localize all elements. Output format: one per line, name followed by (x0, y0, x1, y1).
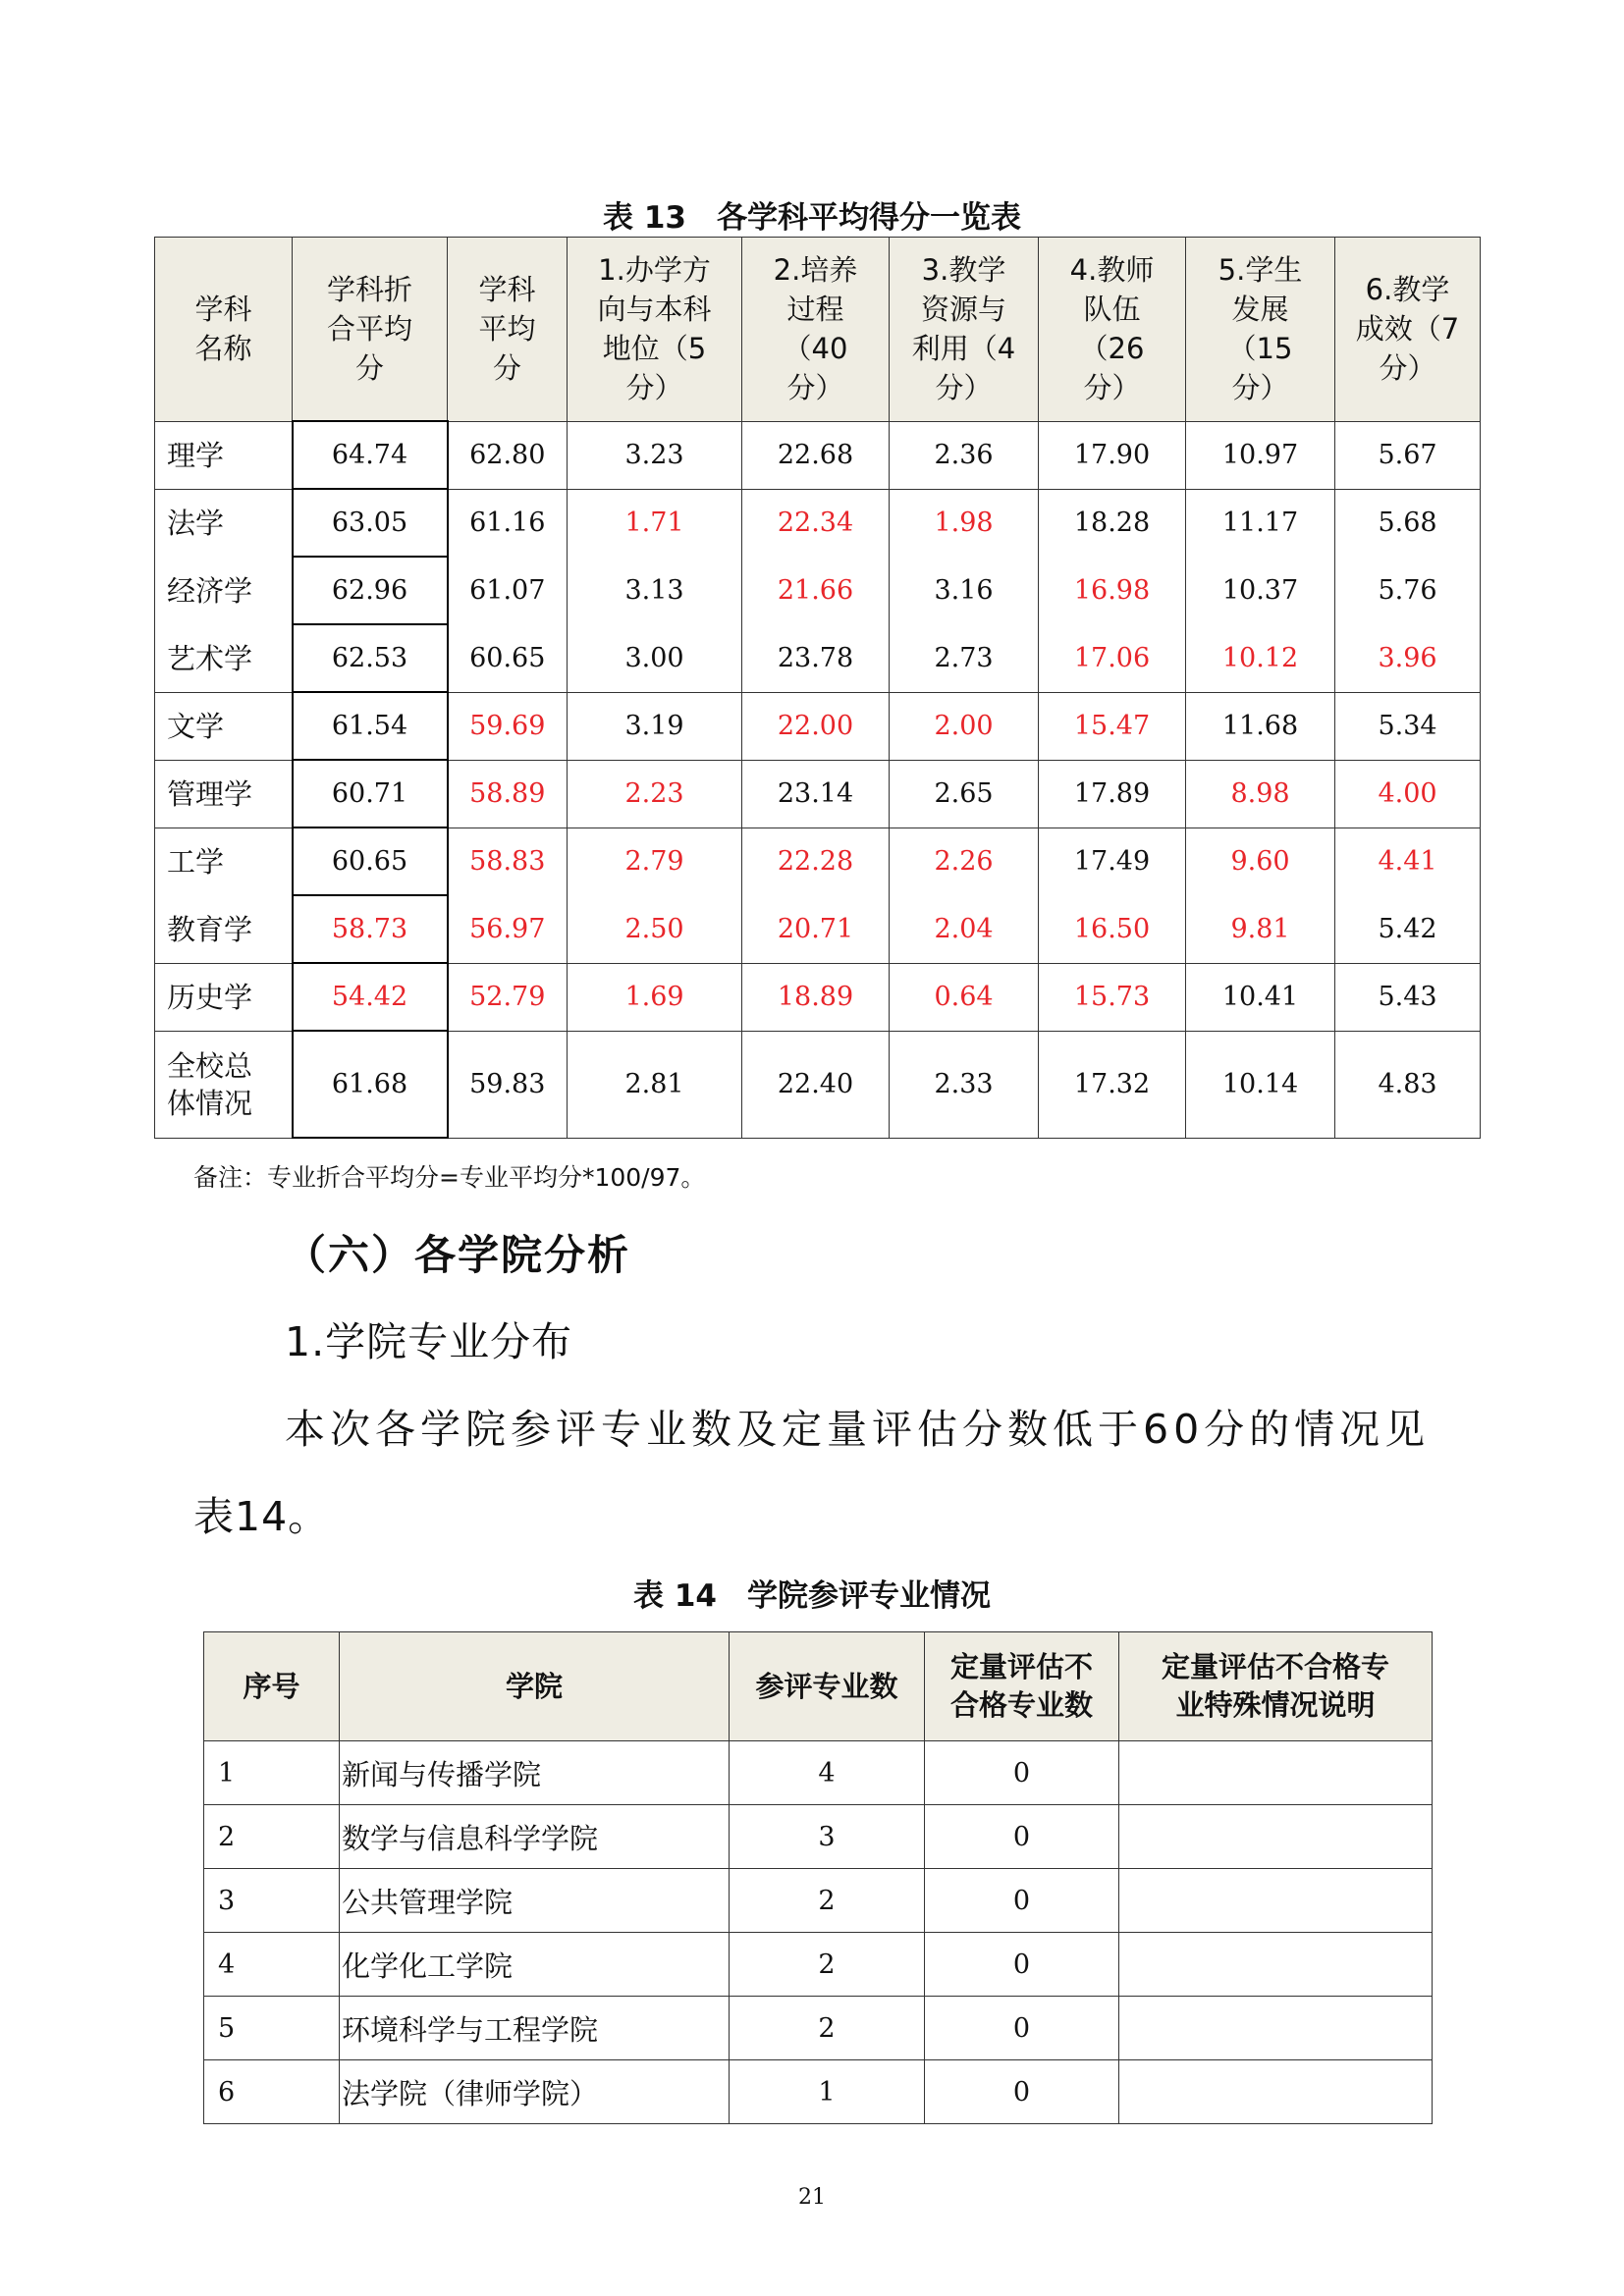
table-row (155, 421, 1481, 489)
table14-cell: 2 (204, 1805, 340, 1869)
score-cell: 10.37 (1186, 557, 1335, 624)
table14-cell: 2 (730, 1869, 925, 1933)
score-cell: 16.50 (1039, 895, 1186, 963)
score-cell: 62.80 (448, 421, 568, 489)
score-cell: 5.67 (1335, 421, 1481, 489)
score-cell: 2.23 (568, 760, 742, 828)
score-cell: 2.73 (890, 624, 1039, 692)
table13-header-7: 5.学生 发展 （15 分） (1186, 238, 1335, 422)
score-cell: 8.98 (1186, 760, 1335, 828)
score-cell: 61.07 (448, 557, 568, 624)
score-cell: 58.89 (448, 760, 568, 828)
score-cell: 61.54 (293, 692, 448, 760)
table14-cell (1119, 1997, 1433, 2060)
score-cell: 62.96 (293, 557, 448, 624)
subject-name: 经济学 (155, 557, 293, 624)
table14-cell: 2 (730, 1997, 925, 2060)
table14-cell: 0 (925, 1997, 1119, 2060)
table14-cell: 法学院（律师学院） (340, 2060, 730, 2124)
table-row (155, 828, 1481, 895)
score-cell: 1.98 (890, 489, 1039, 557)
score-cell: 2.04 (890, 895, 1039, 963)
table13-header-2: 学科 平均 分 (448, 238, 568, 422)
score-cell: 10.14 (1186, 1031, 1335, 1138)
score-cell: 2.65 (890, 760, 1039, 828)
score-cell: 10.41 (1186, 963, 1335, 1031)
score-cell: 3.16 (890, 557, 1039, 624)
table14-cell: 环境科学与工程学院 (340, 1997, 730, 2060)
table-row (155, 557, 1481, 624)
section-heading: （六）各学院分析 (285, 1231, 631, 1279)
table-row (204, 1933, 1433, 1997)
table13-header-5: 3.教学 资源与 利用（4 分） (890, 238, 1039, 422)
score-cell: 11.68 (1186, 692, 1335, 760)
score-cell: 2.26 (890, 828, 1039, 895)
score-cell: 22.68 (742, 421, 890, 489)
page-number: 21 (798, 2185, 826, 2210)
score-cell: 15.73 (1039, 963, 1186, 1031)
table-row (204, 1805, 1433, 1869)
table-row (204, 2060, 1433, 2124)
table14-cell: 1 (730, 2060, 925, 2124)
table-row (155, 1031, 1481, 1138)
score-cell: 3.00 (568, 624, 742, 692)
score-cell: 9.81 (1186, 895, 1335, 963)
table13-header-1: 学科折 合平均 分 (293, 238, 448, 422)
score-cell: 0.64 (890, 963, 1039, 1031)
score-cell: 58.73 (293, 895, 448, 963)
table-row (155, 895, 1481, 963)
table14-cell: 0 (925, 1741, 1119, 1805)
table14-cell: 1 (204, 1741, 340, 1805)
table13-header-6: 4.教师 队伍 （26 分） (1039, 238, 1186, 422)
score-cell: 5.42 (1335, 895, 1481, 963)
score-cell: 61.16 (448, 489, 568, 557)
table14-cell (1119, 1805, 1433, 1869)
table13-caption: 表 13 各学科平均得分一览表 (603, 200, 1021, 236)
table13-header-3: 1.办学方 向与本科 地位（5 分） (568, 238, 742, 422)
score-cell: 5.76 (1335, 557, 1481, 624)
table14-header-3: 定量评估不 合格专业数 (925, 1632, 1119, 1741)
score-cell: 61.68 (293, 1031, 448, 1138)
score-cell: 2.33 (890, 1031, 1039, 1138)
subject-name: 管理学 (155, 760, 293, 828)
score-cell: 60.65 (293, 828, 448, 895)
table14-header-0: 序号 (204, 1632, 340, 1741)
subject-name: 全校总 体情况 (155, 1031, 293, 1138)
score-cell: 59.83 (448, 1031, 568, 1138)
table-row (155, 489, 1481, 557)
table14-cell (1119, 1741, 1433, 1805)
table14-cell: 5 (204, 1997, 340, 2060)
table14-cell: 3 (204, 1869, 340, 1933)
score-cell: 23.78 (742, 624, 890, 692)
table14-header-4: 定量评估不合格专 业特殊情况说明 (1119, 1632, 1433, 1741)
table14-cell (1119, 1869, 1433, 1933)
table14-header-2: 参评专业数 (730, 1632, 925, 1741)
table14-cell: 0 (925, 1805, 1119, 1869)
score-cell: 52.79 (448, 963, 568, 1031)
table-row (155, 692, 1481, 760)
score-cell: 56.97 (448, 895, 568, 963)
score-cell: 4.41 (1335, 828, 1481, 895)
table14-cell: 3 (730, 1805, 925, 1869)
score-cell: 9.60 (1186, 828, 1335, 895)
score-cell: 22.00 (742, 692, 890, 760)
score-cell: 16.98 (1039, 557, 1186, 624)
score-cell: 2.79 (568, 828, 742, 895)
table14-cell: 化学化工学院 (340, 1933, 730, 1997)
table13-note: 备注：专业折合平均分=专业平均分*100/97。 (193, 1163, 706, 1192)
table-row (204, 1741, 1433, 1805)
score-cell: 18.89 (742, 963, 890, 1031)
score-cell: 2.36 (890, 421, 1039, 489)
score-cell: 5.43 (1335, 963, 1481, 1031)
section-subheading: 1.学院专业分布 (285, 1318, 573, 1365)
score-cell: 2.00 (890, 692, 1039, 760)
score-cell: 59.69 (448, 692, 568, 760)
score-cell: 63.05 (293, 489, 448, 557)
table-row (155, 963, 1481, 1031)
score-cell: 3.23 (568, 421, 742, 489)
table14-cell: 新闻与传播学院 (340, 1741, 730, 1805)
subject-name: 文学 (155, 692, 293, 760)
score-cell: 5.34 (1335, 692, 1481, 760)
score-cell: 60.65 (448, 624, 568, 692)
table14-caption: 表 14 学院参评专业情况 (633, 1578, 991, 1614)
table-row (155, 624, 1481, 692)
table14-cell: 4 (730, 1741, 925, 1805)
score-cell: 18.28 (1039, 489, 1186, 557)
table-row (204, 1869, 1433, 1933)
score-cell: 17.90 (1039, 421, 1186, 489)
subject-name: 工学 (155, 828, 293, 895)
college-major-table (203, 1631, 1433, 2124)
score-cell: 22.28 (742, 828, 890, 895)
score-cell: 20.71 (742, 895, 890, 963)
table14-cell: 公共管理学院 (340, 1869, 730, 1933)
score-cell: 54.42 (293, 963, 448, 1031)
score-cell: 4.00 (1335, 760, 1481, 828)
score-cell: 62.53 (293, 624, 448, 692)
score-cell: 21.66 (742, 557, 890, 624)
score-cell: 5.68 (1335, 489, 1481, 557)
score-cell: 10.12 (1186, 624, 1335, 692)
score-cell: 23.14 (742, 760, 890, 828)
table13-header-8: 6.教学 成效（7 分） (1335, 238, 1481, 422)
subject-name: 理学 (155, 421, 293, 489)
table14-cell (1119, 2060, 1433, 2124)
score-cell: 3.96 (1335, 624, 1481, 692)
score-cell: 15.47 (1039, 692, 1186, 760)
score-cell: 58.83 (448, 828, 568, 895)
table13-header-4: 2.培养 过程 （40 分） (742, 238, 890, 422)
score-cell: 17.89 (1039, 760, 1186, 828)
table14-cell: 0 (925, 2060, 1119, 2124)
score-cell: 22.40 (742, 1031, 890, 1138)
table13-header-0: 学科 名称 (155, 238, 293, 422)
subject-score-table (154, 237, 1481, 1139)
table14-cell: 6 (204, 2060, 340, 2124)
subject-name: 艺术学 (155, 624, 293, 692)
table14-cell: 0 (925, 1933, 1119, 1997)
score-cell: 2.81 (568, 1031, 742, 1138)
subject-name: 历史学 (155, 963, 293, 1031)
table14-cell: 2 (730, 1933, 925, 1997)
table-row (155, 760, 1481, 828)
table14-cell: 0 (925, 1869, 1119, 1933)
score-cell: 1.69 (568, 963, 742, 1031)
score-cell: 3.19 (568, 692, 742, 760)
paragraph-line-1: 本次各学院参评专业数及定量评估分数低于60分的情况见 (285, 1406, 1431, 1453)
score-cell: 10.97 (1186, 421, 1335, 489)
table-row (204, 1997, 1433, 2060)
table14-cell: 数学与信息科学学院 (340, 1805, 730, 1869)
score-cell: 17.06 (1039, 624, 1186, 692)
score-cell: 17.49 (1039, 828, 1186, 895)
paragraph-line-2: 表14。 (193, 1493, 330, 1540)
subject-name: 法学 (155, 489, 293, 557)
subject-name: 教育学 (155, 895, 293, 963)
score-cell: 11.17 (1186, 489, 1335, 557)
score-cell: 2.50 (568, 895, 742, 963)
score-cell: 17.32 (1039, 1031, 1186, 1138)
score-cell: 22.34 (742, 489, 890, 557)
table14-header-1: 学院 (340, 1632, 730, 1741)
score-cell: 4.83 (1335, 1031, 1481, 1138)
score-cell: 1.71 (568, 489, 742, 557)
score-cell: 64.74 (293, 421, 448, 489)
table14-cell (1119, 1933, 1433, 1997)
score-cell: 3.13 (568, 557, 742, 624)
score-cell: 60.71 (293, 760, 448, 828)
table14-cell: 4 (204, 1933, 340, 1997)
